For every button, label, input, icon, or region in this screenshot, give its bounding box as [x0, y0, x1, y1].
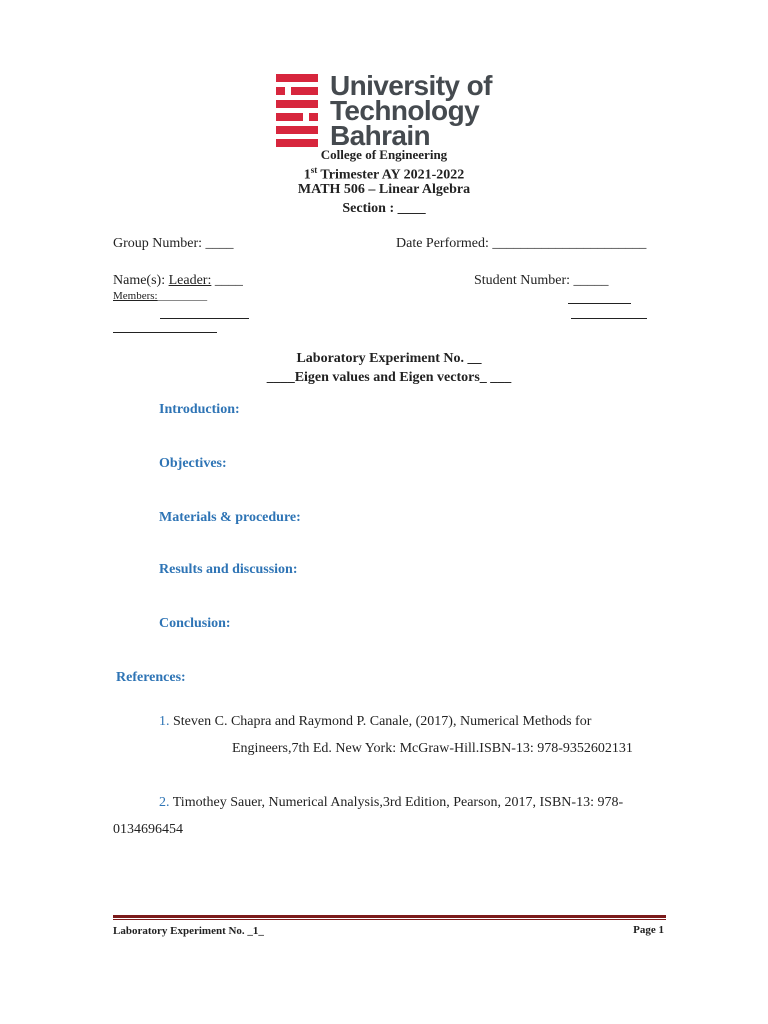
- group-number-field: Group Number: ____: [113, 236, 234, 251]
- trimester-number: 1: [303, 167, 311, 183]
- leader-label: Leader:: [168, 273, 212, 288]
- course-title: MATH 506 – Linear Algebra: [297, 182, 471, 197]
- logo-wordmark: [330, 70, 492, 151]
- college-name: College of Engineering: [320, 147, 448, 162]
- university-logo: [276, 70, 508, 151]
- leader-blank: ____: [211, 273, 243, 288]
- section-line: Section : ____: [342, 201, 426, 216]
- materials-heading: Materials & procedure:: [159, 510, 301, 525]
- results-heading: Results and discussion:: [159, 562, 298, 577]
- reference-2-line-2: 0134696454: [113, 822, 183, 837]
- members-label: Members:: [113, 290, 158, 302]
- reference-2-line-1: [159, 795, 623, 811]
- member-line-3: [113, 332, 217, 333]
- members-line: [113, 290, 207, 302]
- logo-line-3: Bahrain: [330, 120, 431, 151]
- footer-experiment-label: Laboratory Experiment No. _1_: [113, 925, 264, 937]
- trimester-text: Trimester AY 2021-2022: [317, 167, 465, 183]
- logo-line-1: University of: [330, 70, 492, 101]
- objectives-heading: Objectives:: [159, 456, 227, 471]
- student-number-line-3: [571, 318, 647, 319]
- members-tail: __: [196, 290, 208, 302]
- student-number-field: Student Number: _____: [474, 273, 609, 288]
- footer-page-number: Page 1: [633, 924, 664, 936]
- reference-2-number: 2.: [159, 795, 170, 810]
- trimester-line: [0, 165, 768, 184]
- names-line: [113, 273, 243, 289]
- logo-mark-icon: [276, 74, 318, 148]
- reference-1-text: Steven C. Chapra and Raymond P. Canale, (2017), Numerical Methods for: [169, 714, 592, 729]
- experiment-subtitle: ____Eigen values and Eigen vectors_ ___: [266, 370, 512, 385]
- logo-line-2: Technology: [330, 95, 480, 126]
- reference-2-text: Timothey Sauer, Numerical Analysis,3rd Edition, Pearson, 2017, ISBN-13: 978-: [169, 795, 624, 810]
- introduction-heading: Introduction:: [159, 402, 240, 417]
- trimester-suffix: st: [310, 165, 318, 175]
- reference-1-number: 1.: [159, 714, 170, 729]
- experiment-title: Laboratory Experiment No. __: [296, 351, 482, 366]
- reference-1-line-2: Engineers,7th Ed. New York: McGraw-Hill.ISBN-13: 978-9352602131: [232, 741, 633, 756]
- footer-rule-thin: [113, 919, 666, 920]
- members-blank: _______: [157, 290, 197, 302]
- reference-1-line-1: [159, 714, 591, 730]
- member-line-2: [160, 318, 249, 319]
- names-label: Name(s):: [113, 273, 169, 288]
- date-performed-field: Date Performed: ______________________: [396, 236, 647, 251]
- student-number-line-2: [568, 303, 631, 304]
- references-heading: References:: [116, 670, 186, 685]
- footer-rule-thick: [113, 915, 666, 918]
- conclusion-heading: Conclusion:: [159, 616, 231, 631]
